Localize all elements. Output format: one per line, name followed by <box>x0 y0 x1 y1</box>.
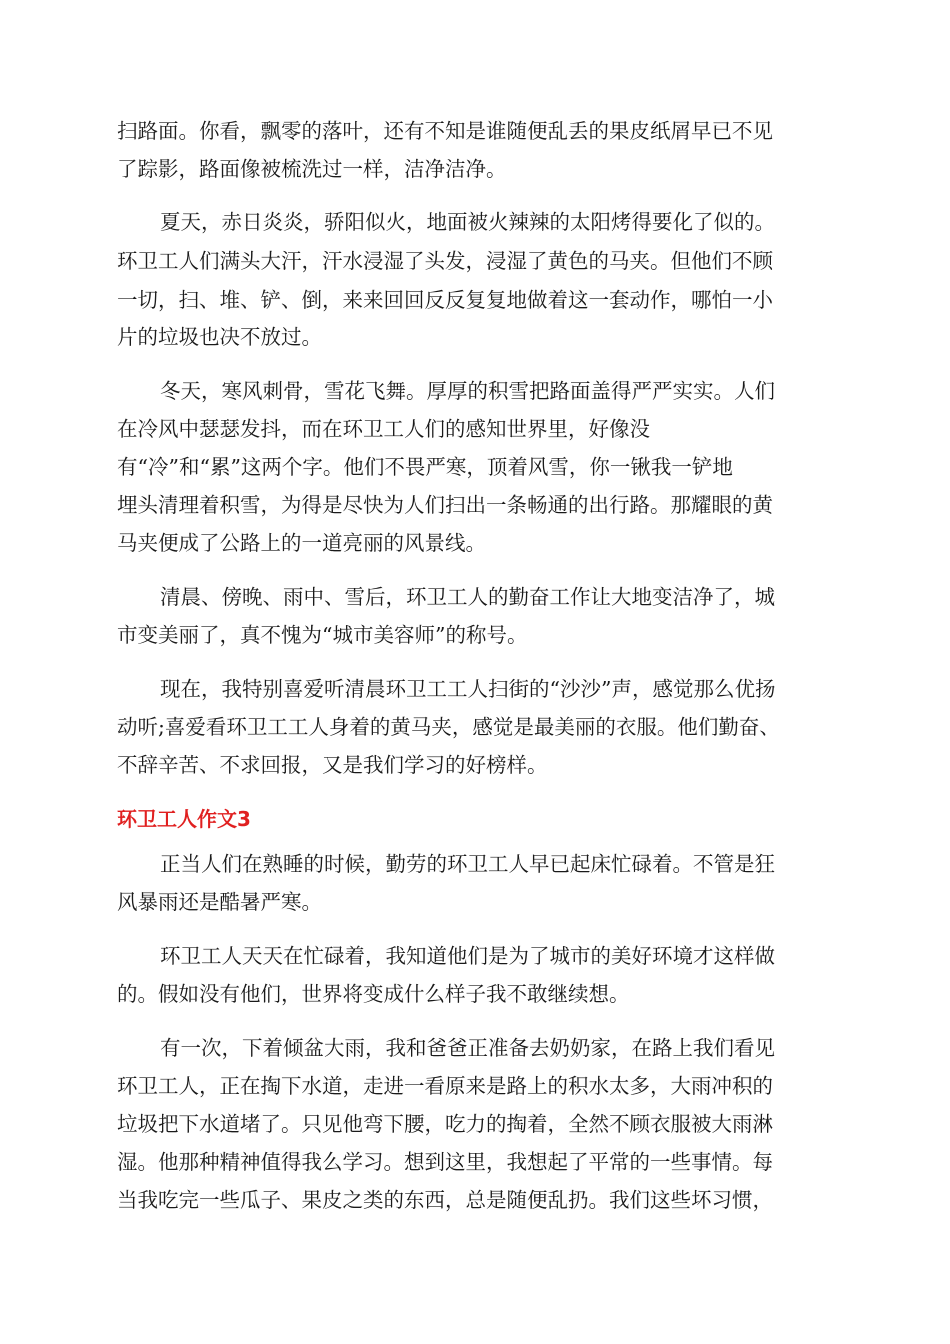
text-line: 埋头清理着积雪，为得是尽快为人们扫出一条畅通的出行路。那耀眼的黄 <box>117 493 773 517</box>
text-line: 当我吃完一些瓜子、果皮之类的东西，总是随便乱扔。我们这些坏习惯， <box>117 1188 773 1212</box>
text-line: 清晨、傍晚、雨中、雪后，环卫工人的勤奋工作让大地变洁净了，城 <box>160 585 775 609</box>
text-line: 马夹便成了公路上的一道亮丽的风景线。 <box>117 531 486 555</box>
text-line: 环卫工人，正在掏下水道，走进一看原来是路上的积水太多，大雨冲积的 <box>117 1074 773 1098</box>
text-line: 风暴雨还是酷暑严寒。 <box>117 890 322 914</box>
text-line: 湿。他那种精神值得我么学习。想到这里，我想起了平常的一些事情。每 <box>117 1150 773 1174</box>
text-line: 扫路面。你看，飘零的落叶，还有不知是谁随便乱丢的果皮纸屑早已不见 <box>117 119 773 143</box>
text-line: 垃圾把下水道堵了。只见他弯下腰，吃力的掏着，全然不顾衣服被大雨淋 <box>117 1112 773 1136</box>
text-line: 正当人们在熟睡的时候，勤劳的环卫工人早已起床忙碌着。不管是狂 <box>160 852 775 876</box>
text-line: 不辞辛苦、不求回报，又是我们学习的好榜样。 <box>117 753 548 777</box>
text-line: 市变美丽了，真不愧为“城市美容师”的称号。 <box>117 623 528 647</box>
text-line: 的。假如没有他们，世界将变成什么样子我不敢继续想。 <box>117 982 630 1006</box>
text-line: 动听;喜爱看环卫工工人身着的黄马夹，感觉是最美丽的衣服。他们勤奋、 <box>117 715 780 739</box>
text-line: 环卫工人们满头大汗，汗水浸湿了头发，浸湿了黄色的马夹。但他们不顾 <box>117 249 773 273</box>
text-line: 在冷风中瑟瑟发抖，而在环卫工人们的感知世界里，好像没 <box>117 417 650 441</box>
text-line: 片的垃圾也决不放过。 <box>117 325 322 349</box>
text-line: 有一次，下着倾盆大雨，我和爸爸正准备去奶奶家，在路上我们看见 <box>160 1036 775 1060</box>
text-line: 环卫工人天天在忙碌着，我知道他们是为了城市的美好环境才这样做 <box>160 944 775 968</box>
text-line: 一切，扫、堆、铲、倒，来来回回反反复复地做着这一套动作，哪怕一小 <box>117 288 773 312</box>
text-line: 夏天，赤日炎炎，骄阳似火，地面被火辣辣的太阳烤得要化了似的。 <box>160 210 775 234</box>
section-heading: 环卫工人作文3 <box>117 807 251 831</box>
text-line: 现在，我特别喜爱听清晨环卫工工人扫街的“沙沙”声，感觉那么优扬 <box>160 677 776 701</box>
text-line: 冬天，寒风刺骨，雪花飞舞。厚厚的积雪把路面盖得严严实实。人们 <box>160 379 775 403</box>
text-line: 有“冷”和“累”这两个字。他们不畏严寒，顶着风雪，你一锹我一铲地 <box>117 455 733 479</box>
text-line: 了踪影，路面像被梳洗过一样，洁净洁净。 <box>117 157 507 181</box>
